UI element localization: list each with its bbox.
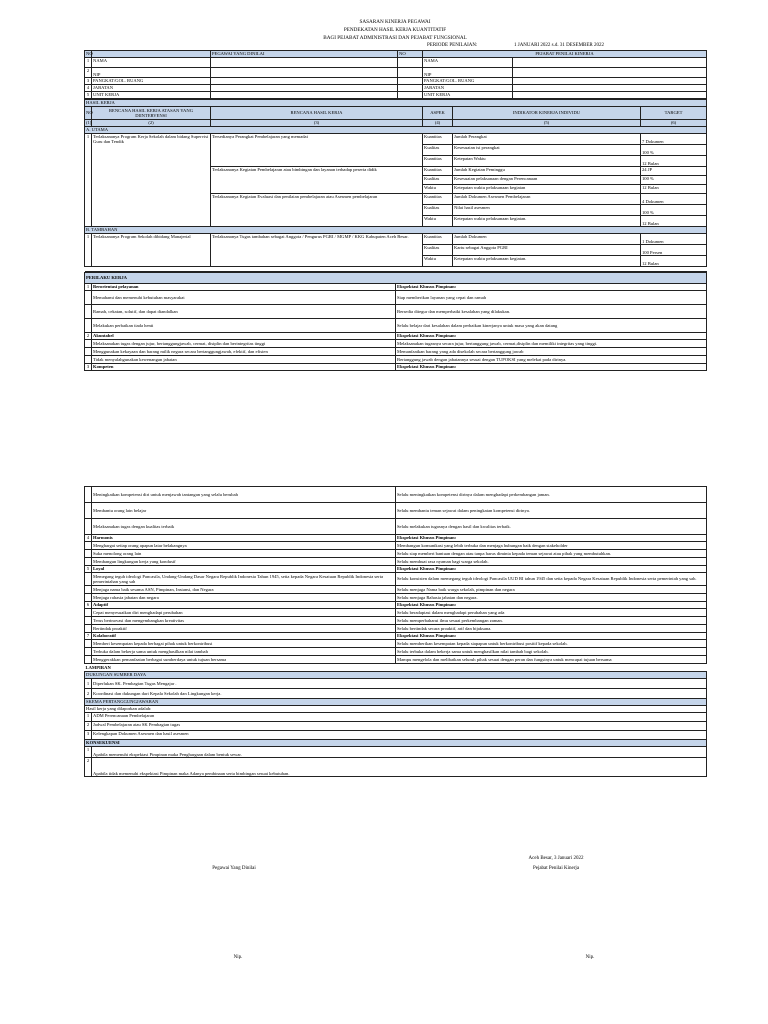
perilaku-indicator: Cepat menyesuaikan diri menghadapi perubahan <box>92 609 396 617</box>
perilaku-indicator: Suka menolong orang lain <box>92 550 396 558</box>
perilaku-title: Akuntabel <box>92 333 396 340</box>
identity-row: 5 UNIT KERJA UNIT KERJA <box>85 92 707 99</box>
identity-header: NO PEGAWAI YANG DINILAI NO PEJABAT PENILAI KINERJA <box>85 51 707 58</box>
perilaku-expectation: Selalu terbuka dalam bekerja sama untuk menghasilkan nilai tambah bagi sekolah. <box>396 648 707 656</box>
perilaku-number: 1 <box>85 284 92 291</box>
hasil-kerja-section: HASIL KERJA <box>85 100 707 107</box>
perilaku-expectation: Selalu memberikan kesempatan kepada siapapun untuk berkontribusi positif kepada sekolah. <box>396 640 707 648</box>
perilaku-row <box>85 319 707 333</box>
perilaku-expectation: Selalu memperbaharui ilmu sesuai perkembangan zaman. <box>396 617 707 625</box>
signature-right-nip: Nip. <box>585 955 595 960</box>
perilaku-indicator: Tidak menyalahgunakan kewenangan jabatan <box>92 356 396 364</box>
pejabat-header: PEJABAT PENILAI KINERJA <box>423 51 707 58</box>
perilaku-table-1 <box>84 272 707 371</box>
hasil-row: 1 Terlaksananya Program Kerja Sekolah dalam bidang Supervisi Guru dan Tendik Tersedianya Perangkat Pembelajaran yang memadai Kuantitas Jumlah Perangkat 7 Dokumen <box>85 134 707 145</box>
perilaku-expectation: Selalu siap memberi bantuan dengan atau tanpa harus diminta kepada teman sejawat atau pihak yang membutuhkan. <box>396 550 707 558</box>
perilaku-expectation: Selalu beradaptasi dalam menghadapi perubahan yang ada <box>396 609 707 617</box>
perilaku-indicator: Terus berinovasi dan mengembangkan kreativitas <box>92 617 396 625</box>
perilaku-indicator: Memahami dan memenuhi kebutuhan masyarakat <box>92 291 396 305</box>
hasil-row: Kualitas Kartu sebagai Anggota PGRI 100 Persen <box>85 245 707 256</box>
identity-row: 1 NAMA NAMA <box>85 58 707 68</box>
perilaku-row <box>85 542 707 550</box>
rhk: Terlaksananya Tugas tambahan sebagai Anggota / Pengurus PGRI / MGMP / KKG Kabupaten Aceh Besar. <box>211 234 423 267</box>
hasil-row: Terlaksananya Kegiatan Pembelajaran atau bimbingan dan layanan terhadap peserta didik Kuantitas Jumlah Kegiatan Peminggu 24 JP <box>85 167 707 176</box>
perilaku-expectation: Membangun komunikasi yang lebih terbuka dan menjaga hubungan baik dengan stakeholder <box>396 542 707 550</box>
perilaku-row <box>85 594 707 602</box>
perilaku-header-row <box>85 284 707 291</box>
ekspektasi-label: Ekspektasi Khusus Pimpinan: <box>396 633 707 640</box>
hasil-row: 1 Terlaksananya Program Sekolah dibidang Manajerial Terlaksananya Tugas tambahan sebagai Anggota / Pengurus PGRI / MGMP / KKG Kabupaten Aceh Besar. Kuantitas Jumlah Dokumen 1 Dokumen <box>85 234 707 245</box>
perilaku-expectation: Mampu mengelola dan melibatkan seluruh pihak sesuai dengan peran dan fungsinya untuk mencapai tujuan bersama <box>396 656 707 664</box>
dukungan-header: DUKUNGAN SUMBER DAYA <box>85 672 707 679</box>
perilaku-indicator: Membangun lingkungan kerja yang kondusif <box>92 558 396 566</box>
perilaku-header-row <box>85 535 707 542</box>
hasil-row: Waktu Ketepatan waktu pelaksanaan kegiatan 12 Bulan <box>85 185 707 194</box>
perilaku-indicator: Melaksanakan tugas dengan jujur, bertanggungjawab, cermat, disiplin dan berintegritas tinggi <box>92 340 396 348</box>
perilaku-expectation: Bersedia ditegur dan memperbaiki kesalahan yang dilakukan. <box>396 305 707 319</box>
tambahan-section: B. TAMBAHAN <box>85 227 707 234</box>
ekspektasi-label: Ekspektasi Khusus Pimpinan: <box>396 333 707 340</box>
hasil-row: Kualitas Kesesuaian isi perangkat 100 % <box>85 145 707 156</box>
perilaku-indicator: Memberi kesempatan kepada berbagai pihak untuk berkontribusi <box>92 640 396 648</box>
perilaku-expectation: Selalu membuat rasa nyaman bagi warga sekolah. <box>396 558 707 566</box>
perilaku-section: PERILAKU KERJA <box>85 273 707 284</box>
document-title: SASARAN KINERJA PEGAWAI <box>359 19 431 25</box>
perilaku-number: 4 <box>85 535 92 542</box>
identity-row: 3 PANGKAT/GOL. RUANG PANGKAT/GOL. RUANG <box>85 78 707 85</box>
perilaku-indicator: Memegang teguh ideologi Pancasila, Undang-Undang Dasar Negara Republik Indonesia Tahun 1945, setia kepada Negara Kesatuan Republik Indonesia serta pemerintahan yang sah <box>92 573 396 586</box>
perilaku-indicator: Menjaga nama baik sesama ASN, Pimpinan, Instansi, dan Negara <box>92 586 396 594</box>
period-label: PERIODE PENILAIAN: <box>427 43 478 48</box>
skema-intro: Hasil kerja yang dilaporkan adalah: <box>85 706 707 713</box>
hasil-row: Kuantitas Ketepatan Waktu 12 Bulan <box>85 156 707 167</box>
perilaku-row <box>85 640 707 648</box>
signature-left-nip: Nip. <box>233 955 243 960</box>
perilaku-row <box>85 291 707 305</box>
perilaku-expectation: Selalu melakukan tugasnya dengan hasil dan kwalitas terbaik. <box>396 519 707 535</box>
perilaku-indicator: Bertindak proaktif <box>92 625 396 633</box>
perilaku-row <box>85 348 707 356</box>
perilaku-indicator: Menghargai setiap orang apapun latar belakangnya <box>92 542 396 550</box>
perilaku-header-row <box>85 333 707 340</box>
perilaku-row <box>85 625 707 633</box>
pegawai-header: PEGAWAI YANG DINILAI <box>211 51 398 58</box>
perilaku-row <box>85 487 707 503</box>
perilaku-number: 7 <box>85 633 92 640</box>
lampiran-item: 1 Apabila memenuhi ekspektasi Pimpinan maka Penghargaan dalam bentuk sewar. <box>85 747 707 758</box>
utama-section: A. UTAMA <box>85 127 707 134</box>
perilaku-title: Kolaboratif <box>92 633 396 640</box>
perilaku-indicator: Menggerakkan pemanfaatan berbagai sumberdaya untuk tujuan bersama <box>92 656 396 664</box>
ekspektasi-label: Ekspektasi Khusus Pimpinan: <box>396 364 707 371</box>
perilaku-title: Berorientasi pelayanan <box>92 284 396 291</box>
ekspektasi-label: Ekspektasi Khusus Pimpinan: <box>396 284 707 291</box>
perilaku-number: 5 <box>85 566 92 573</box>
lampiran-item: 3 Kelengkapan Dokumen Asesmen dan hasil asesmen <box>85 731 707 740</box>
rhk: Tersedianya Perangkat Pembelajaran yang memadai <box>211 134 423 167</box>
lampiran-title: LAMPIRAN <box>85 665 111 670</box>
perilaku-row <box>85 340 707 348</box>
perilaku-expectation: Selalu belajar dari kesalahan dalam perbaikan kinerjanya untuk masa yang akan datang <box>396 319 707 333</box>
period-row <box>84 42 706 50</box>
identity-row: 2 NIP NIP <box>85 68 707 78</box>
perilaku-header-row <box>85 633 707 640</box>
perilaku-indicator: Meningkatkan kompetensi diri untuk menjawab tantangan yang selalu berubah <box>92 487 396 503</box>
perilaku-expectation: Melaksanakan tugasnya secara jujur, bertanggung jawab, cermat,disiplin dan memiliki integritas yang tinggi. <box>396 340 707 348</box>
perilaku-expectation: Selalu membantu teman sejawat dalam peningkatan kompetensi dirinya. <box>396 503 707 519</box>
perilaku-expectation: Selalu meningkatkan kompetensi dirinya dalam menghadapi perkembangan jaman. <box>396 487 707 503</box>
perilaku-table-2 <box>84 486 707 664</box>
perilaku-row <box>85 573 707 586</box>
hasil-row: Terlaksananya Kegiatan Evaluasi dan penilaian pembelajaran atau Asesmen pembelajaran Kuantitas Jumlah Dokumen Asesmen Pembelajaran 4 Dokumen <box>85 194 707 205</box>
rhk: Terlaksananya Kegiatan Pembelajaran atau bimbingan dan layanan terhadap peserta didik <box>211 167 423 194</box>
lampiran-item: 1 Diperlukan SK. Pembagian Tugas Mengajar . <box>85 679 707 689</box>
perilaku-expectation: Selalu menjaga Nama baik warga sekolah, pimpinan dan negara <box>396 586 707 594</box>
perilaku-row <box>85 617 707 625</box>
hasil-kerja-table <box>84 99 707 272</box>
document-subtitle: PENDEKATAN HASIL KERJA KUANTITATIF <box>343 27 447 33</box>
perilaku-expectation: Selalu bertindak secara proaktif, arif dan bijaksana. <box>396 625 707 633</box>
perilaku-indicator: Membantu orang lain belajar <box>92 503 396 519</box>
perilaku-number: 2 <box>85 333 92 340</box>
rhk-atasan: Terlaksananya Program Kerja Sekolah dalam bidang Supervisi Guru dan Tendik <box>92 134 211 227</box>
lampiran-item: 2 Jadwal Pembelajaran atau SK Pembagian tugas <box>85 722 707 731</box>
perilaku-row <box>85 550 707 558</box>
signature-date: Aceh Besar, 3 Januari 2022 <box>528 856 584 861</box>
perilaku-row <box>85 609 707 617</box>
rhk-atasan: Terlaksananya Program Sekolah dibidang Manajerial <box>92 234 211 267</box>
rhk: Terlaksananya Kegiatan Evaluasi dan penilaian pembelajaran atau Asesmen pembelajaran <box>211 194 423 227</box>
perilaku-row <box>85 519 707 535</box>
identity-row: 4 JABATAN JABATAN <box>85 85 707 92</box>
pejabat-nama-value <box>513 58 707 68</box>
hasil-kerja-columns: NO RENCANA HASIL KERJA ATASAN YANG DIINTERVENSI RENCANA HASIL KERJA ASPEK INDIKATOR KINERJA INDIVIDU TARGET <box>85 107 707 120</box>
lampiran-item: 1 ADM Perencanaan Pembelajaran <box>85 713 707 722</box>
perilaku-row <box>85 586 707 594</box>
pegawai-nama-value <box>211 58 398 68</box>
perilaku-indicator: Ramah, cekatan, solutif, dan dapat diandalkan <box>92 305 396 319</box>
perilaku-expectation: Siap memberikan layanan yang cepat dan ramah <box>396 291 707 305</box>
perilaku-expectation: Selalu menjaga Rahasia jabatan dan negara. <box>396 594 707 602</box>
perilaku-expectation: Bertanggung jawab dengan jabatannya sesuai dengan TUPOKSI yang melekat pada dirinya. <box>396 356 707 364</box>
perilaku-indicator: Melaksanakan tugas dengan kualitas terbaik <box>92 519 396 535</box>
hasil-row: Kualitas Nilai hasil asesmen 100 % <box>85 205 707 216</box>
identity-table <box>84 50 707 99</box>
perilaku-expectation: Memanfaatkan barang yang ada disekolah secara bertanggung jawab <box>396 348 707 356</box>
document-header <box>84 18 706 42</box>
perilaku-indicator: Terbuka dalam bekerja sama untuk menghasilkan nilai tambah <box>92 648 396 656</box>
perilaku-indicator: Menjaga rahasia jabatan dan negara <box>92 594 396 602</box>
ekspektasi-label: Ekspektasi Khusus Pimpinan: <box>396 535 707 542</box>
signature-right-title: Pejabat Penilai Kinerja <box>532 866 580 871</box>
column-numbers: (1) (2) (3) (4) (5) (6) <box>85 120 707 127</box>
perilaku-title: Kompeten <box>92 364 396 371</box>
perilaku-number: 6 <box>85 602 92 609</box>
perilaku-number: 3 <box>85 364 92 371</box>
page-two <box>84 486 706 777</box>
perilaku-header-row <box>85 566 707 573</box>
perilaku-expectation: Selalu konsisten dalam memegang teguh ideologi Pancasila UUD RI tahun 1945 dan setia kepada Negara Kesatuan Republik Indonesia serta pemerintah yang sah. <box>396 573 707 586</box>
ekspektasi-label: Ekspektasi Khusus Pimpinan: <box>396 566 707 573</box>
hasil-row: Waktu Ketepatan waktu pelaksanaan kegiatan. 12 Bulan <box>85 216 707 227</box>
lampiran-item: 2 Koordinasi dan dukungan dari Kepala Sekolah dan Lingkungan kerja. <box>85 689 707 699</box>
lampiran-table <box>84 665 707 777</box>
skema-header: SKEMA PERTANGGUNGJAWABAN <box>85 699 707 706</box>
lampiran-item: 2 Apabila tidak memenuhi ekspektasi Pimpinan maka Adanya pembinaan serta bimbingan sesuai kebutuhan. <box>85 758 707 777</box>
perilaku-row <box>85 356 707 364</box>
period-value: 1 JANUARI 2022 s.d. 31 DESEMBER 2022 <box>514 43 605 48</box>
perilaku-indicator: Melakukan perbaikan tiada henti <box>92 319 396 333</box>
perilaku-row <box>85 558 707 566</box>
perilaku-row <box>85 648 707 656</box>
perilaku-row <box>85 503 707 519</box>
perilaku-header-row <box>85 364 707 371</box>
perilaku-title: Loyal <box>92 566 396 573</box>
page-one <box>84 18 706 371</box>
document-subtitle: BAGI PEJABAT ADMINISTRASI DAN PEJABAT FUNGSIONAL <box>323 35 467 41</box>
konsekuensi-header: KONSEKUENSI <box>85 740 707 747</box>
perilaku-row <box>85 305 707 319</box>
ekspektasi-label: Ekspektasi Khusus Pimpinan: <box>396 602 707 609</box>
perilaku-indicator: Menggunakan kekayaan dan barang milik negara secara bertanggungjawab, efektif, dan efisien <box>92 348 396 356</box>
perilaku-header-row <box>85 602 707 609</box>
hasil-row: Kualitas Kesesuaian pelaksanaan dengan Perencanaan 100 % <box>85 176 707 185</box>
hasil-row: Waktu Ketepatan waktu pelaksanaan kegiatan. 12 Bulan <box>85 256 707 267</box>
perilaku-title: Harmonis <box>92 535 396 542</box>
perilaku-title: Adaptif <box>92 602 396 609</box>
signature-left-title: Pegawai Yang Dinilai <box>212 866 256 871</box>
perilaku-row <box>85 656 707 664</box>
